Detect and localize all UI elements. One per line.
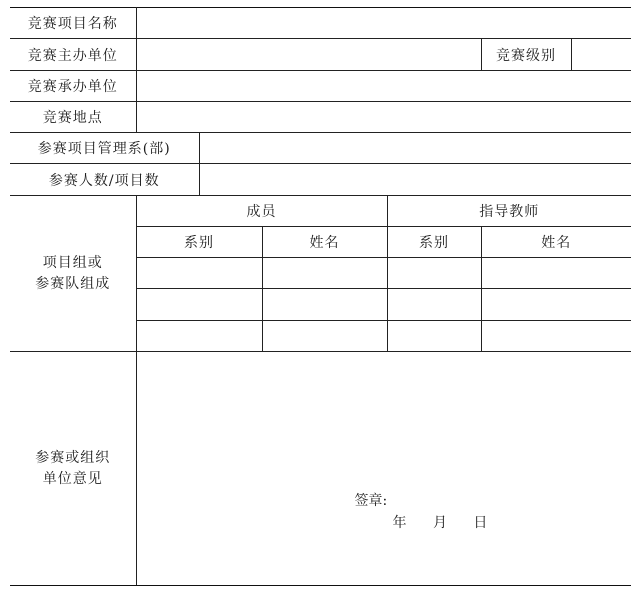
- member-department-header: 系别: [136, 227, 262, 258]
- row-managing-dept: [10, 133, 631, 164]
- level-field[interactable]: [571, 39, 631, 71]
- advisor-department-header: 系别: [387, 227, 481, 258]
- opinion-label: [10, 352, 136, 586]
- level-label: 竞赛级别: [481, 39, 571, 71]
- advisor-name-cell[interactable]: [481, 258, 631, 289]
- member-department-cell[interactable]: [136, 289, 262, 321]
- form-table: [10, 7, 631, 586]
- organizer-unit-field[interactable]: [136, 71, 631, 102]
- date-line: [355, 512, 495, 534]
- project-name-label: 竞赛项目名称: [10, 8, 136, 39]
- seal-block: [355, 490, 495, 534]
- members-header: 成员: [136, 196, 387, 227]
- row-host-unit: [10, 39, 631, 71]
- competition-application-form: [10, 7, 631, 587]
- member-name-cell[interactable]: [262, 321, 387, 352]
- venue-field[interactable]: [136, 102, 631, 133]
- project-name-field[interactable]: [136, 8, 631, 39]
- member-name-cell[interactable]: [262, 258, 387, 289]
- advisor-department-cell[interactable]: [387, 321, 481, 352]
- opinion-label-line1: 参赛或组织: [35, 449, 111, 466]
- advisor-department-cell[interactable]: [387, 289, 481, 321]
- row-venue: [10, 102, 631, 133]
- participants-field[interactable]: [199, 164, 631, 196]
- member-name-header: 姓名: [262, 227, 387, 258]
- row-opinion: [10, 352, 631, 586]
- team-label: [10, 196, 136, 352]
- organizer-unit-label: 竞赛承办单位: [10, 71, 136, 102]
- day-label: 日: [473, 515, 489, 531]
- year-label: 年: [392, 515, 408, 531]
- team-label-line2: 参赛队组成: [35, 275, 111, 292]
- advisor-department-cell[interactable]: [387, 258, 481, 289]
- opinion-field[interactable]: [136, 352, 631, 586]
- opinion-label-line2: 单位意见: [42, 470, 103, 487]
- seal-label: 签章:: [354, 493, 388, 509]
- participants-label: 参赛人数/项目数: [10, 164, 199, 196]
- member-name-cell[interactable]: [262, 289, 387, 321]
- managing-dept-label: 参赛项目管理系(部): [10, 133, 199, 164]
- host-unit-field[interactable]: [136, 39, 481, 71]
- host-unit-label: 竞赛主办单位: [10, 39, 136, 71]
- member-department-cell[interactable]: [136, 321, 262, 352]
- advisor-name-cell[interactable]: [481, 321, 631, 352]
- month-label: 月: [432, 515, 448, 531]
- team-label-line1: 项目组或: [42, 254, 103, 271]
- advisor-name-header: 姓名: [481, 227, 631, 258]
- row-organizer-unit: [10, 71, 631, 102]
- member-department-cell[interactable]: [136, 258, 262, 289]
- row-participants: [10, 164, 631, 196]
- venue-label: 竞赛地点: [10, 102, 136, 133]
- advisors-header: 指导教师: [387, 196, 631, 227]
- advisor-name-cell[interactable]: [481, 289, 631, 321]
- row-project-name: [10, 8, 631, 39]
- row-team-header: [10, 196, 631, 227]
- managing-dept-field[interactable]: [199, 133, 631, 164]
